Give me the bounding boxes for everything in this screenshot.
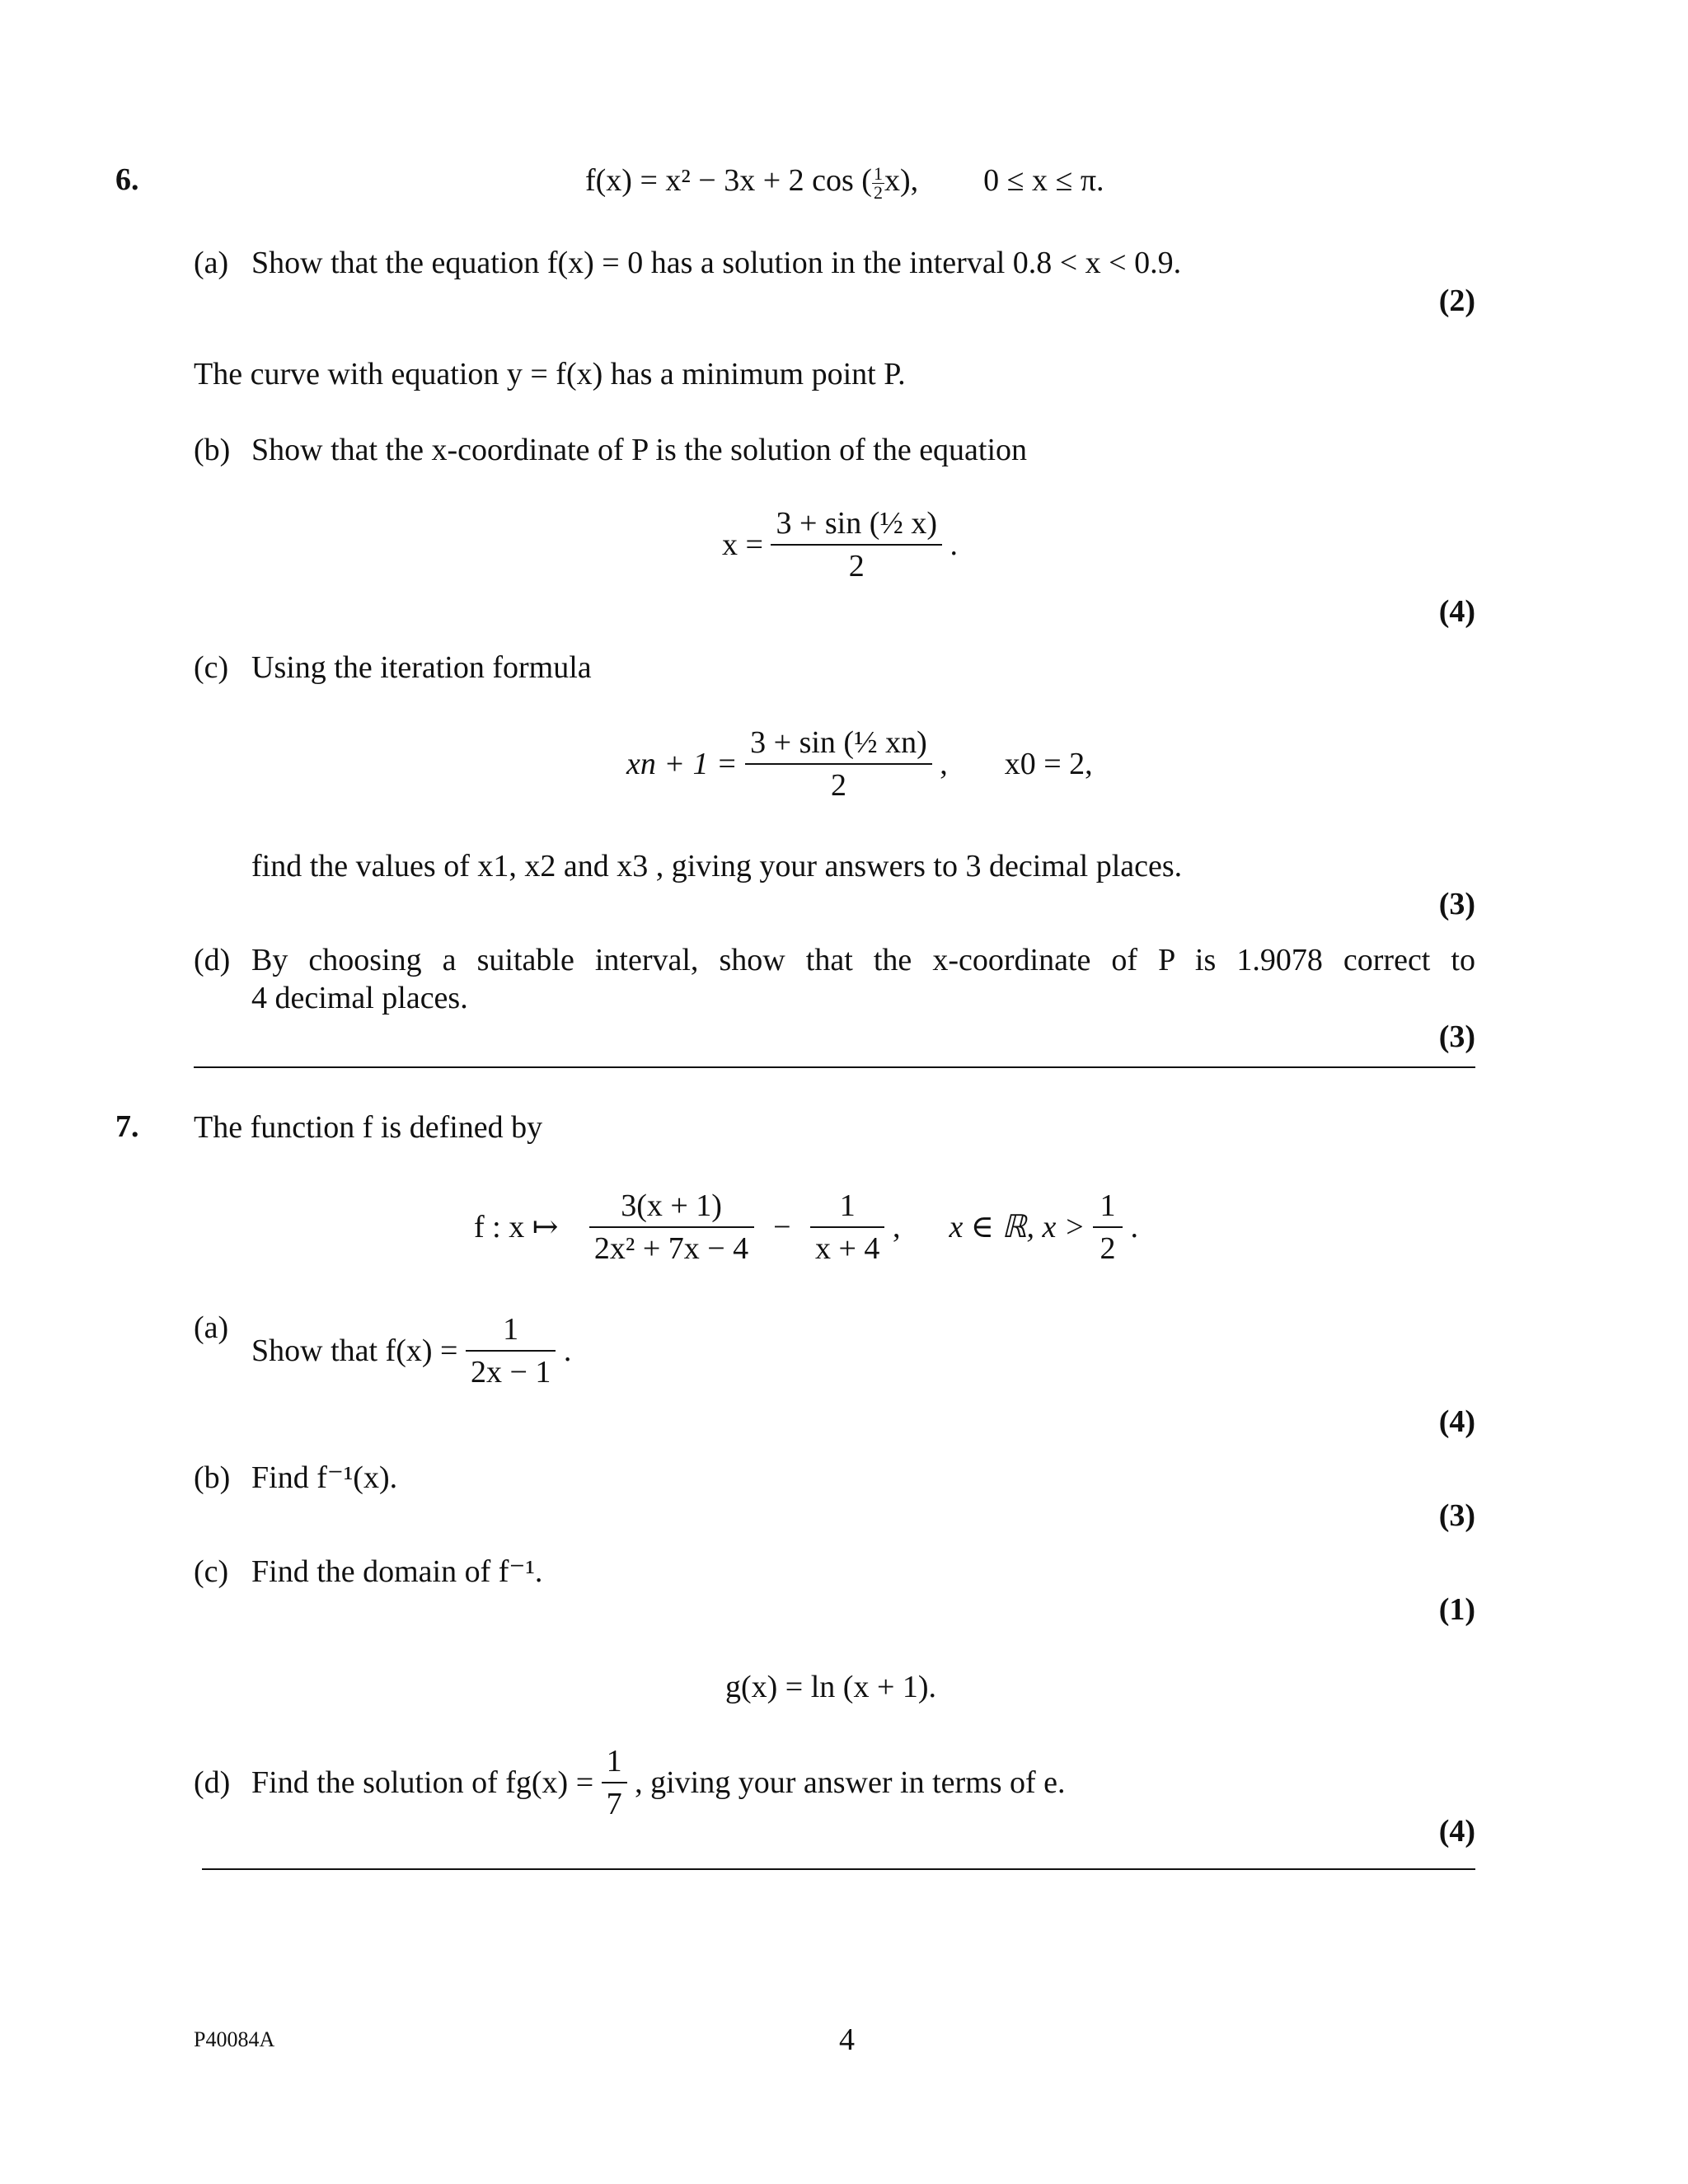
question-6-number: 6. bbox=[115, 162, 139, 197]
q7a-text: Show that f(x) = bbox=[251, 1333, 458, 1368]
q7-g-definition: g(x) = ln (x + 1). bbox=[725, 1670, 937, 1704]
q6a-label: (a) bbox=[194, 246, 229, 280]
q7-def-minus: − bbox=[773, 1210, 791, 1244]
q6d-text-line1: By choosing a suitable interval, show that the x-coordinate of P is 1.9078 correct to bbox=[251, 943, 1475, 977]
q6a-marks: (2) bbox=[1438, 284, 1475, 318]
page-number: 4 bbox=[839, 2022, 855, 2057]
q7c-text: Find the domain of f⁻¹. bbox=[251, 1554, 543, 1589]
q7d-fraction: $\frac{1}{7}$ bbox=[602, 1741, 627, 1825]
q6b-marks: (4) bbox=[1438, 594, 1475, 629]
q6c-iter-comma: , bbox=[940, 747, 948, 781]
q6c-label: (c) bbox=[194, 650, 229, 685]
q7a-fraction: $\frac{1}{2x - 1}$ bbox=[466, 1309, 556, 1393]
q7a-label: (a) bbox=[194, 1310, 229, 1345]
question-end-divider bbox=[202, 1868, 1475, 1870]
q6d-text-line2: 4 decimal places. bbox=[251, 981, 468, 1015]
q6-curve-text: The curve with equation y = f(x) has a minimum point P. bbox=[194, 357, 906, 391]
q7d-content bbox=[251, 1741, 1066, 1825]
q7a-end: . bbox=[563, 1333, 572, 1368]
q7d-marks: (4) bbox=[1438, 1814, 1475, 1849]
paper-code: P40084A bbox=[194, 2027, 275, 2051]
q6b-text: Show that the x-coordinate of P is the solution of the equation bbox=[251, 433, 1028, 467]
q6a-text: Show that the equation f(x) = 0 has a solution in the interval 0.8 < x < 0.9. bbox=[251, 246, 1182, 280]
q6-function-definition bbox=[585, 162, 1104, 202]
q7-def-end: . bbox=[1130, 1210, 1139, 1244]
q7-intro: The function f is defined by bbox=[194, 1110, 543, 1145]
q6b-eq-end: . bbox=[950, 527, 959, 562]
q7d-label: (d) bbox=[194, 1765, 231, 1800]
q7b-text: Find f⁻¹(x). bbox=[251, 1460, 398, 1495]
question-7-number: 7. bbox=[115, 1109, 139, 1144]
q6c-iter-lhs: xn + 1 = bbox=[626, 747, 738, 781]
q7-def-comma: , bbox=[892, 1210, 901, 1244]
q7c-label: (c) bbox=[194, 1554, 229, 1589]
q7d-text: Find the solution of fg(x) = bbox=[251, 1765, 594, 1800]
q7a-content bbox=[251, 1309, 571, 1393]
q6-function-domain: 0 ≤ x ≤ π. bbox=[983, 163, 1104, 198]
q6c-text: Using the iteration formula bbox=[251, 650, 592, 685]
q7b-marks: (3) bbox=[1438, 1498, 1475, 1533]
q7c-marks: (1) bbox=[1438, 1592, 1475, 1627]
q7d-end: , giving your answer in terms of e. bbox=[635, 1765, 1066, 1800]
q7-def-lhs: f : x ↦ bbox=[474, 1210, 559, 1244]
q7-def-term2: $\frac{1}{x + 4}$ bbox=[810, 1185, 884, 1269]
q6b-eq-lhs: x = bbox=[722, 527, 763, 562]
q7-def-domain: x ∈ ℝ, x > bbox=[949, 1210, 1085, 1244]
q7b-label: (b) bbox=[194, 1460, 231, 1495]
q6b-eq-fraction: $\frac{\text{3 + sin (½ x)}}{2}$ bbox=[771, 503, 942, 587]
q6c-iter-fraction: $\frac{\text{3 + sin (½ xn)}}{2}$ bbox=[745, 722, 932, 806]
q6c-x0: x0 = 2, bbox=[1004, 747, 1093, 781]
q6b-equation bbox=[722, 503, 958, 587]
q7-def-term1: $\frac{3(x + 1)}{\text{2x² + 7x − 4}}$ bbox=[589, 1185, 754, 1269]
q7-def-domain-fraction: $\frac{1}{2}$ bbox=[1093, 1185, 1123, 1269]
question-divider bbox=[194, 1066, 1475, 1068]
q6c-marks: (3) bbox=[1438, 887, 1475, 921]
q6-half-fraction: $\frac{1}{2}$ bbox=[873, 162, 883, 203]
q6d-marks: (3) bbox=[1438, 1019, 1475, 1054]
q6c-iteration-formula bbox=[626, 722, 1093, 806]
q7-function-definition bbox=[474, 1185, 1138, 1269]
q6d-label: (d) bbox=[194, 943, 231, 977]
q7a-marks: (4) bbox=[1438, 1404, 1475, 1439]
q6c-find-text: find the values of x1, x2 and x3 , giving your answers to 3 decimal places. bbox=[251, 849, 1183, 883]
q6-function-lhs: f(x) = x² − 3x + 2 cos ( bbox=[585, 163, 872, 198]
q6-function-after: x), bbox=[884, 163, 919, 198]
q6b-label: (b) bbox=[194, 433, 231, 467]
